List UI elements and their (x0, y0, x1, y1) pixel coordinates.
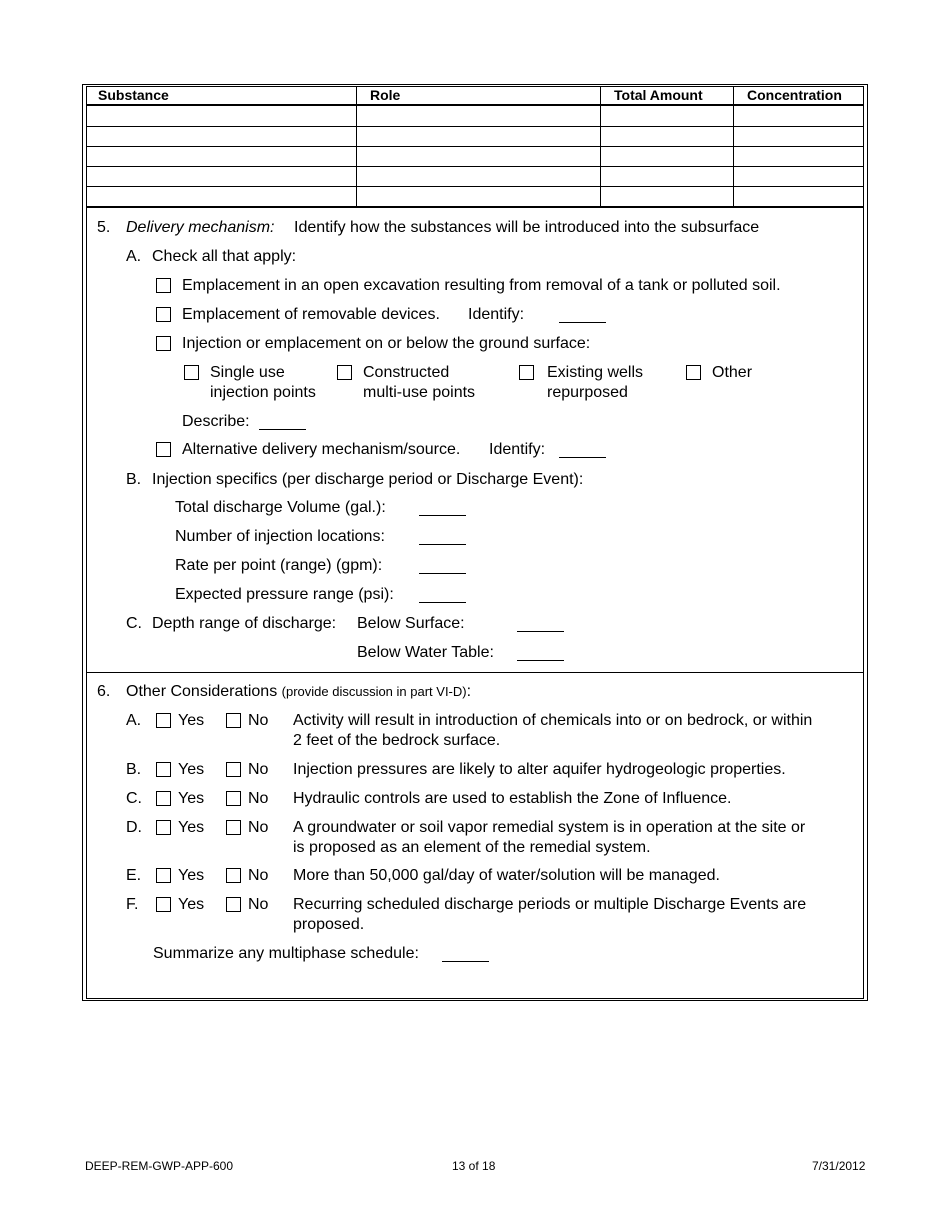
table-row[interactable] (87, 147, 863, 166)
constructed-label-1: Constructed (363, 364, 450, 381)
below-surface-field[interactable] (517, 631, 564, 632)
item-c-yes-label: Yes (178, 790, 205, 807)
injection-emplacement-label: Injection or emplacement on or below the ground surface: (182, 335, 591, 352)
below-water-table-label: Below Water Table: (357, 644, 494, 661)
total-volume-label: Total discharge Volume (gal.): (175, 499, 386, 516)
item-b-no-checkbox[interactable] (226, 762, 241, 777)
item-f-letter: F. (126, 896, 139, 913)
summarize-field[interactable] (442, 961, 489, 962)
alternative-delivery-label: Alternative delivery mechanism/source. (182, 441, 461, 458)
item-e-no-label: No (248, 867, 269, 884)
item-e-letter: E. (126, 867, 142, 884)
describe-field[interactable] (259, 429, 306, 430)
section-5a-letter: A. (126, 248, 142, 265)
rate-per-point-field[interactable] (419, 573, 466, 574)
section-5a-label: Check all that apply: (152, 248, 297, 265)
item-f-no-label: No (248, 896, 269, 913)
col-header-concentration: Concentration (747, 87, 842, 103)
injection-emplacement-checkbox[interactable] (156, 336, 171, 351)
item-b-text-1: Injection pressures are likely to alter aquifer hydrogeologic properties. (293, 761, 786, 778)
existing-wells-checkbox[interactable] (519, 365, 534, 380)
item-d-letter: D. (126, 819, 142, 836)
table-row[interactable] (87, 127, 863, 146)
section-5b-label: Injection specifics (per discharge period or Discharge Event): (152, 471, 584, 488)
removable-devices-identify-label: Identify: (468, 306, 525, 323)
single-use-injection-checkbox[interactable] (184, 365, 199, 380)
item-e-no-checkbox[interactable] (226, 868, 241, 883)
item-f-no-checkbox[interactable] (226, 897, 241, 912)
col-header-total-amount: Total Amount (614, 87, 703, 103)
item-d-no-label: No (248, 819, 269, 836)
open-excavation-label: Emplacement in an open excavation resulting from removal of a tank or polluted soil. (182, 277, 781, 294)
item-b-letter: B. (126, 761, 142, 778)
item-d-yes-checkbox[interactable] (156, 820, 171, 835)
item-d-no-checkbox[interactable] (226, 820, 241, 835)
below-surface-label: Below Surface: (357, 615, 465, 632)
pressure-range-label: Expected pressure range (psi): (175, 586, 394, 603)
other-checkbox[interactable] (686, 365, 701, 380)
rate-per-point-label: Rate per point (range) (gpm): (175, 557, 383, 574)
item-b-yes-label: Yes (178, 761, 205, 778)
open-excavation-checkbox[interactable] (156, 278, 171, 293)
item-a-text-1: Activity will result in introduction of chemicals into or on bedrock, or within (293, 712, 813, 729)
single-use-label-1: Single use (210, 364, 285, 381)
injection-locations-label: Number of injection locations: (175, 528, 385, 545)
alternative-identify-label: Identify: (489, 441, 546, 458)
injection-locations-field[interactable] (419, 544, 466, 545)
alternative-delivery-checkbox[interactable] (156, 442, 171, 457)
item-c-no-checkbox[interactable] (226, 791, 241, 806)
section-5-intro: Identify how the substances will be introduced into the subsurface (294, 219, 760, 236)
existing-wells-label-1: Existing wells (547, 364, 644, 381)
section-6-number: 6. (97, 683, 111, 700)
footer-date: 7/31/2012 (812, 1159, 866, 1173)
col-header-substance: Substance (98, 87, 169, 103)
item-f-yes-label: Yes (178, 896, 205, 913)
table-row[interactable] (87, 187, 863, 206)
removable-devices-checkbox[interactable] (156, 307, 171, 322)
table-bottom-divider (86, 206, 864, 208)
table-row[interactable] (87, 106, 863, 126)
removable-devices-label: Emplacement of removable devices. (182, 306, 440, 323)
item-c-text-1: Hydraulic controls are used to establish the Zone of Influence. (293, 790, 732, 807)
section-5b-letter: B. (126, 471, 142, 488)
item-a-yes-label: Yes (178, 712, 205, 729)
item-e-yes-label: Yes (178, 867, 205, 884)
pressure-range-field[interactable] (419, 602, 466, 603)
item-b-yes-checkbox[interactable] (156, 762, 171, 777)
section-5-title: Delivery mechanism: (126, 219, 275, 236)
item-c-letter: C. (126, 790, 142, 807)
item-f-text-2: proposed. (293, 916, 365, 933)
removable-devices-identify-field[interactable] (559, 322, 606, 323)
item-d-yes-label: Yes (178, 819, 205, 836)
total-volume-field[interactable] (419, 515, 466, 516)
section-5-number: 5. (97, 219, 111, 236)
summarize-label: Summarize any multiphase schedule: (153, 945, 419, 962)
other-label: Other (712, 364, 753, 381)
section-5c-letter: C. (126, 615, 142, 632)
item-a-letter: A. (126, 712, 142, 729)
table-row[interactable] (87, 167, 863, 186)
section-divider (86, 672, 864, 673)
existing-wells-label-2: repurposed (547, 384, 628, 401)
section-6-heading (126, 682, 471, 701)
item-a-no-checkbox[interactable] (226, 713, 241, 728)
section-6-title-note: (provide discussion in part VI-D) (281, 684, 467, 699)
footer-form-id: DEEP-REM-GWP-APP-600 (85, 1159, 234, 1173)
item-e-text-1: More than 50,000 gal/day of water/solution will be managed. (293, 867, 720, 884)
single-use-label-2: injection points (210, 384, 316, 401)
item-e-yes-checkbox[interactable] (156, 868, 171, 883)
item-a-text-2: 2 feet of the bedrock surface. (293, 732, 501, 749)
col-header-role: Role (370, 87, 401, 103)
section-6-title-colon: : (466, 683, 472, 700)
item-a-no-label: No (248, 712, 269, 729)
alternative-identify-field[interactable] (559, 457, 606, 458)
constructed-label-2: multi-use points (363, 384, 476, 401)
section-5c-label: Depth range of discharge: (152, 615, 337, 632)
describe-label: Describe: (182, 413, 250, 430)
item-f-yes-checkbox[interactable] (156, 897, 171, 912)
item-a-yes-checkbox[interactable] (156, 713, 171, 728)
footer-page-number: 13 of 18 (452, 1159, 496, 1173)
constructed-multi-use-checkbox[interactable] (337, 365, 352, 380)
item-d-text-1: A groundwater or soil vapor remedial system is in operation at the site or (293, 819, 806, 836)
item-c-no-label: No (248, 790, 269, 807)
item-d-text-2: is proposed as an element of the remedial system. (293, 839, 651, 856)
item-f-text-1: Recurring scheduled discharge periods or multiple Discharge Events are (293, 896, 807, 913)
item-c-yes-checkbox[interactable] (156, 791, 171, 806)
section-6-title: Other Considerations (126, 683, 278, 700)
below-water-table-field[interactable] (517, 660, 564, 661)
item-b-no-label: No (248, 761, 269, 778)
